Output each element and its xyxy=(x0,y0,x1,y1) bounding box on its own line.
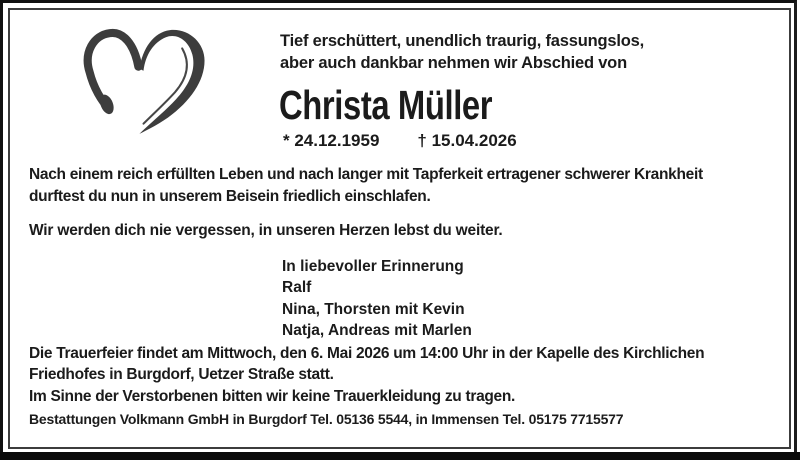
mourner-line: Nina, Thorsten mit Kevin xyxy=(282,300,465,318)
funeral-home-contact: Bestattungen Volkmann GmbH in Burgdorf Tel. 05136 5544, in Immensen Tel. 05175 7715577 xyxy=(29,411,624,427)
service-line-1: Die Trauerfeier findet am Mittwoch, den 6. Mai 2026 um 14:00 Uhr in der Kapelle des Kirchlichen xyxy=(29,345,705,362)
bottom-rule xyxy=(0,452,800,460)
deceased-name: Christa Müller xyxy=(279,82,493,128)
mourners-block xyxy=(282,256,472,342)
service-info xyxy=(29,343,704,407)
condolence-line-2: durftest du nun in unserem Beisein friedlich einschlafen. xyxy=(29,187,431,205)
condolence-paragraph xyxy=(29,164,703,207)
heart-icon xyxy=(76,26,214,140)
condolence-line-1: Nach einem reich erfüllten Leben und nach langer mit Tapferkeit ertragener schwerer Krankheit xyxy=(29,166,703,183)
mourners-heading: In liebevoller Erinnerung xyxy=(282,258,464,275)
service-line-2: Friedhofes in Burgdorf, Uetzer Straße statt. xyxy=(29,366,334,384)
mourner-line: Ralf xyxy=(282,279,312,297)
birth-date: * 24.12.1959 xyxy=(283,131,380,150)
death-date: † 15.04.2026 xyxy=(417,131,517,150)
life-dates xyxy=(283,131,517,151)
service-line-3: Im Sinne der Verstorbenen bitten wir keine Trauerkleidung zu tragen. xyxy=(29,387,516,405)
intro-line-2: aber auch dankbar nehmen wir Abschied von xyxy=(280,53,627,72)
intro-text xyxy=(280,31,644,74)
mourner-line: Natja, Andreas mit Marlen xyxy=(282,322,472,340)
intro-line-1: Tief erschüttert, unendlich traurig, fassungslos, xyxy=(280,32,644,50)
remembrance-sentence: Wir werden dich nie vergessen, in unseren Herzen lebst du weiter. xyxy=(29,222,503,239)
